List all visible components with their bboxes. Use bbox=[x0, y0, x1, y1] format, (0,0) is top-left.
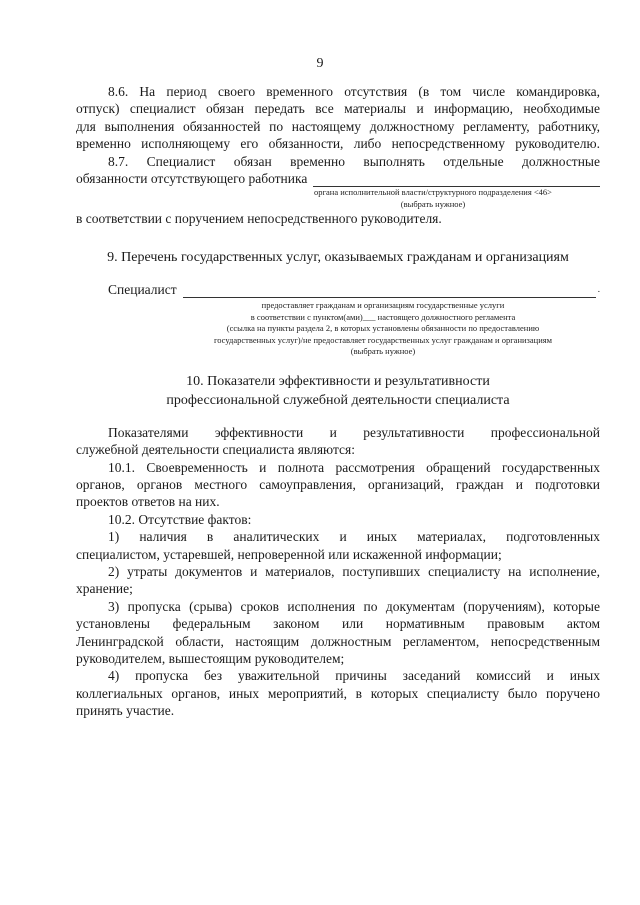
specialist-row bbox=[76, 281, 600, 298]
section-10-subheading: профессиональной служебной деятельности специалиста bbox=[166, 392, 510, 408]
text-line: Ленинградской области, настоящим должностным регламентом, непосредственным bbox=[76, 633, 600, 649]
text-line: хранение; bbox=[76, 581, 133, 597]
text-line: служебной деятельности специалиста являются: bbox=[76, 442, 355, 458]
field-note: в соответствии с пунктом(ами)___ настоящего должностного регламента bbox=[250, 311, 516, 322]
field-note: органа исполнительной власти/структурного подразделения <46> bbox=[314, 187, 552, 198]
text-line: отпуск) специалист обязан передать все материалы и информацию, необходимые bbox=[76, 101, 600, 117]
text-line: проектов ответов на них. bbox=[76, 494, 220, 510]
paragraph-10-2: 10.2. Отсутствие фактов: bbox=[108, 511, 252, 527]
text-line: 10.1. Своевременность и полнота рассмотрения обращений государственных bbox=[108, 459, 600, 475]
section-10-heading: 10. Показатели эффективности и результативности bbox=[186, 373, 490, 389]
fill-in-row bbox=[76, 170, 600, 187]
text-line: специалистом, устаревшей, непроверенной или искаженной информации; bbox=[76, 546, 502, 562]
text-line: в соответствии с поручением непосредственного руководителя. bbox=[76, 211, 442, 227]
list-item-4 bbox=[76, 667, 600, 719]
paragraph-8-6 bbox=[76, 83, 600, 153]
paragraph-10-intro bbox=[76, 424, 600, 459]
field-note: предоставляет гражданам и организациям государственные услуги bbox=[261, 300, 505, 311]
field-note: (выбрать нужное) bbox=[400, 198, 466, 209]
paragraph-10-1 bbox=[76, 459, 600, 511]
text-line: принять участие. bbox=[76, 703, 175, 719]
blank-line bbox=[183, 284, 596, 298]
text-line: временно исполняющему его обязанности, либо непосредственному руководителю. bbox=[76, 136, 600, 152]
blank-line bbox=[313, 173, 600, 187]
end-mark: . bbox=[597, 283, 600, 294]
field-note: (выбрать нужное) bbox=[350, 346, 416, 357]
section-9-heading: 9. Перечень государственных услуг, оказываемых гражданам и организациям bbox=[107, 249, 569, 265]
text-line: руководителем, вышестоящим руководителем; bbox=[76, 651, 345, 667]
text-line: для выполнения обязанностей по настоящему должностному регламенту, работнику, bbox=[76, 118, 600, 134]
list-item-2 bbox=[76, 563, 600, 598]
text-line: органов, органов местного самоуправления, организаций, граждан и подготовки bbox=[76, 476, 600, 492]
text-line: коллегиальных органов, иных мероприятий, в которых специалисту было поручено bbox=[76, 685, 600, 701]
text-line: обязанности отсутствующего работника bbox=[76, 171, 308, 187]
text-line: Показателями эффективности и результативности профессиональной bbox=[108, 424, 600, 440]
specialist-label: Специалист bbox=[108, 281, 177, 297]
paragraph-8-7 bbox=[76, 153, 600, 228]
field-note: (ссылка на пункты раздела 2, в которых установлены обязанности по предоставлению bbox=[226, 323, 540, 334]
text-line: 1) наличия в аналитических и иных материалах, подготовленных bbox=[108, 529, 600, 545]
text-line: установлены федеральным законом или нормативным правовым актом bbox=[76, 616, 600, 632]
list-item-1 bbox=[76, 528, 600, 563]
text-line: 4) пропуска без уважительной причины заседаний комиссий и иных bbox=[108, 668, 600, 684]
text-line: 8.6. На период своего временного отсутствия (в том числе командировка, bbox=[108, 84, 600, 99]
section-9-notes bbox=[76, 298, 600, 358]
text-line: 8.7. Специалист обязан временно выполнять отдельные должностные bbox=[108, 153, 600, 169]
document-body bbox=[76, 83, 600, 720]
list-item-3 bbox=[76, 598, 600, 668]
text-line: 3) пропуска (срыва) сроков исполнения по документам (поручениям), которые bbox=[108, 598, 600, 614]
field-note: государственных услуг)/не предоставляет государственных услуг гражданам и организациям bbox=[213, 334, 553, 345]
text-line: 2) утраты документов и материалов, поступивших специалисту на исполнение, bbox=[108, 564, 600, 579]
page-number: 9 bbox=[316, 56, 324, 71]
